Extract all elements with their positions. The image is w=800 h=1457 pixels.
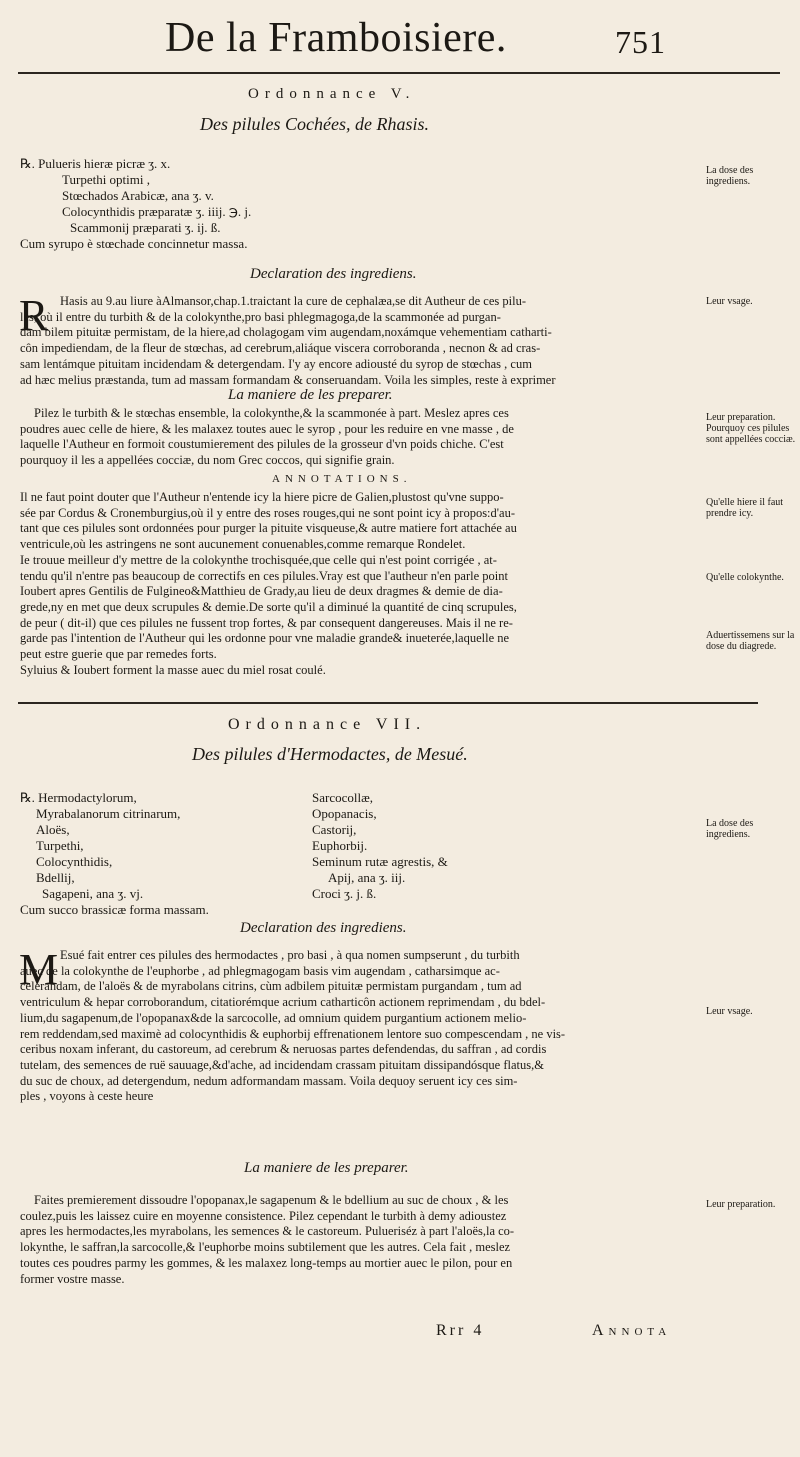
ordonnance-v-recipe xyxy=(20,156,251,252)
recipe-line: Turpethi, xyxy=(36,838,84,853)
recipe-line: Seminum rutæ agrestis, & xyxy=(312,854,448,869)
margin-note-preparation-vii: Leur preparation. xyxy=(706,1199,776,1210)
recipe-line: Myrabalanorum citrinarum, xyxy=(36,806,181,821)
ordonnance-v-declaration-title: Declaration des ingrediens. xyxy=(250,266,417,282)
catchword: Annota xyxy=(592,1322,672,1339)
ordonnance-v-declaration-text: Hasis au 9.au liure àAlmansor,chap.1.traictant la cure de cephalæa,se dit Autheur de ces pilu- les, où il entre du turbith & de la colokynthe,pro basi phlegmagoga,de la scammonée ad purgan- dam bilem pituitæ permistam, de la hiere,ad cholagogam vim augendam,noxámque vehementiam catharti- côn impediendam, de la fleur de stœchas, ad cerebrum,aliáque viscera corroboranda , necnon & ad cras- sam lentámque pituitam incidendam & detergendam. I'y ay encore adiousté du syrop de stœchas , cum ad hæc melius præstanda, tum ad massam formandam & conseruandam. Voila les simples, reste à exprimer xyxy=(20,294,556,387)
recipe-line: Colocynthidis, xyxy=(36,854,113,869)
margin-note-usage-vii: Leur vsage. xyxy=(706,1006,753,1017)
ordonnance-vii-preparation-text: Faites premierement dissoudre l'opopanax,le sagapenum & le bdellium au suc de choux , & les coulez,puis les laissez cuire en moyenne consistence. Pilez cependant le turbith à demy adioustez apres les hermodactes,les myrabolans, les semences & le castoreum. Pulueriséz à part l'aloës,la co- lokynthe, le saffran,la sarcocolle,& l'euphorbe moins subtilement que les autres. Cela fait , meslez toutes ces poudres parmy les gommes, & les malaxez long-temps au mortier auec le pilon, pour en former vostre masse. xyxy=(20,1193,515,1286)
ordonnance-v-heading: Ordonnance V. xyxy=(248,86,416,102)
margin-note-warning: Aduertissemens sur la dose du diagrede. xyxy=(706,630,795,652)
recipe-line: Opopanacis, xyxy=(312,806,377,821)
recipe-line: Bdellij, xyxy=(36,870,75,885)
ordonnance-vii-recipe-right xyxy=(312,790,448,902)
ordonnance-vii-declaration-text: Esué fait entrer ces pilules des hermodactes , pro basi , à qua nomen sumpserunt , du turbith auec de la colokynthe de l'euphorbe , ad phlegmagogam basis vim augendam , catharsimque ac- celerandam, de l'aloës & de myrabolans citrins, cùm adbilem pituitæ permistam purgandam , tum ad ventriculum & hepar corroborandum, citatiorémque acrium catharticôn actionem reprimendam , du bdel- lium,du sagapenum,de l'opopanax&de la sarcocolle, ad omnium quidem purgantium actionem melio- rem reddendam,sed maximè ad colocynthidis & euphorbij effrenationem lentore suo compescendam , ne vis- ceribus noxam inferant, du castoreum, ad cerebrum & neruosas partes defendendas, du saffran , ad cordis tutelam, des semences de ruë sauuage,&d'ache, ad incidendam crassam pituitam dissipandósque flatus,& du suc de choux, ad detergendum, nedum adformandam massam. Voila dequoy seruent icy ces sim- ples , voyons à ceste heure xyxy=(20,948,566,1104)
ordonnance-v-subtitle: Des pilules Cochées, de Rhasis. xyxy=(200,114,429,134)
recipe-line: Cum succo brassicæ forma massam. xyxy=(20,902,209,917)
recipe-line: Colocynthidis præparatæ ʒ. iiij. ℈. j. xyxy=(62,204,252,219)
ordonnance-v-manner-title: La maniere de les preparer. xyxy=(228,387,393,403)
ordonnance-vii-subtitle: Des pilules d'Hermodactes, de Mesué. xyxy=(192,744,468,764)
recipe-line: Turpethi optimi , xyxy=(62,172,151,187)
dropcap: R xyxy=(19,291,49,340)
signature-mark: Rrr 4 xyxy=(436,1322,485,1339)
section-divider xyxy=(18,702,758,704)
recipe-line: Castorij, xyxy=(312,822,357,837)
page-number: 751 xyxy=(615,24,666,60)
recipe-line: Stœchados Arabicæ, ana ʒ. v. xyxy=(62,188,214,203)
recipe-line: Aloës, xyxy=(36,822,70,837)
recipe-line: ℞. Pulueris hieræ picræ ʒ. x. xyxy=(20,156,171,171)
margin-note-usage: Leur vsage. xyxy=(706,296,753,307)
margin-note-dose-vii: La dose des ingrediens. xyxy=(706,818,754,840)
margin-note-dose: La dose des ingrediens. xyxy=(706,165,754,187)
recipe-line: Scammonij præparati ʒ. ij. ß. xyxy=(70,220,221,235)
ordonnance-vii-recipe-left xyxy=(20,790,209,918)
recipe-line: Sarcocollæ, xyxy=(312,790,374,805)
margin-note-colokynthe: Qu'elle colokynthe. xyxy=(706,572,784,583)
margin-note-preparation: Leur preparation. Pourquoy ces pilules sont appellées cocciæ. xyxy=(706,412,796,445)
ordonnance-vii-heading: Ordonnance VII. xyxy=(228,716,427,733)
annotations-heading: ANNOTATIONS. xyxy=(272,473,412,485)
margin-note-hiere: Qu'elle hiere il faut prendre icy. xyxy=(706,497,784,519)
annotations-text: Il ne faut point douter que l'Autheur n'entende icy la hiere picre de Galien,plustost qu'vne suppo- sée par Cordus & Cronemburgius,où il y entre des roses rouges,qui ne sont point icy à propos:d'au- tant que ces pilules sont ordonnées pour purger la pituite visqueuse,& autre matiere fort attachée au ventricule,où les astringens ne sont aucunement conuenables,comme remarque Rondelet. Ie trouue meilleur d'y mettre de la colokynthe trochisquée,que celle qui n'est point corrigée , at- tendu qu'il n'entre pas beaucoup de correctifs en ces pilules.Vray est que l'autheur n'en parle point Ioubert apres Gentilis de Fulgineo&Matthieu de Grady,au lieu de deux dragmes & demie de dia- grede,ny en met que deux scrupules & demie.De sorte qu'il a diminué la quantité de cinq scrupules, de peur ( dit-il) que ces pilules ne fussent trop fortes, & par consequent dangereuses. Mais il ne re- garde pas l'intention de l'Autheur qui les ordonne pour vne maladie grande& inueterée,laquelle ne peut estre guerie que par remedes forts. Syluius & Ioubert forment la masse auec du miel rosat coulé. xyxy=(20,490,517,677)
recipe-line: Cum syrupo è stœchade concinnetur massa. xyxy=(20,236,248,251)
running-title: De la Framboisiere. xyxy=(165,15,507,61)
header-rule xyxy=(18,72,780,74)
recipe-line: Croci ʒ. j. ß. xyxy=(312,886,377,901)
recipe-line: ℞. Hermodactylorum, xyxy=(20,790,137,805)
recipe-line: Apij, ana ʒ. iij. xyxy=(328,870,406,885)
dropcap: M xyxy=(19,945,59,994)
ordonnance-v-preparation-text: Pilez le turbith & le stœchas ensemble, la colokynthe,& la scammonée à part. Meslez apres ces poudres auec celle de hiere, & les malaxez toutes auec le syrop , pour les reduire en vne masse , de laquelle l'Autheur en formoit coustumierement des pilules de la grosseur d'vn poids chiche. C'est pourquoy il les a appellées cocciæ, du nom Grec coccos, qui signifie grain. xyxy=(20,406,514,468)
recipe-line: Sagapeni, ana ʒ. vj. xyxy=(42,886,144,901)
ordonnance-vii-manner-title: La maniere de les preparer. xyxy=(244,1160,409,1176)
recipe-line: Euphorbij. xyxy=(312,838,368,853)
ordonnance-vii-declaration-title: Declaration des ingrediens. xyxy=(240,920,407,936)
